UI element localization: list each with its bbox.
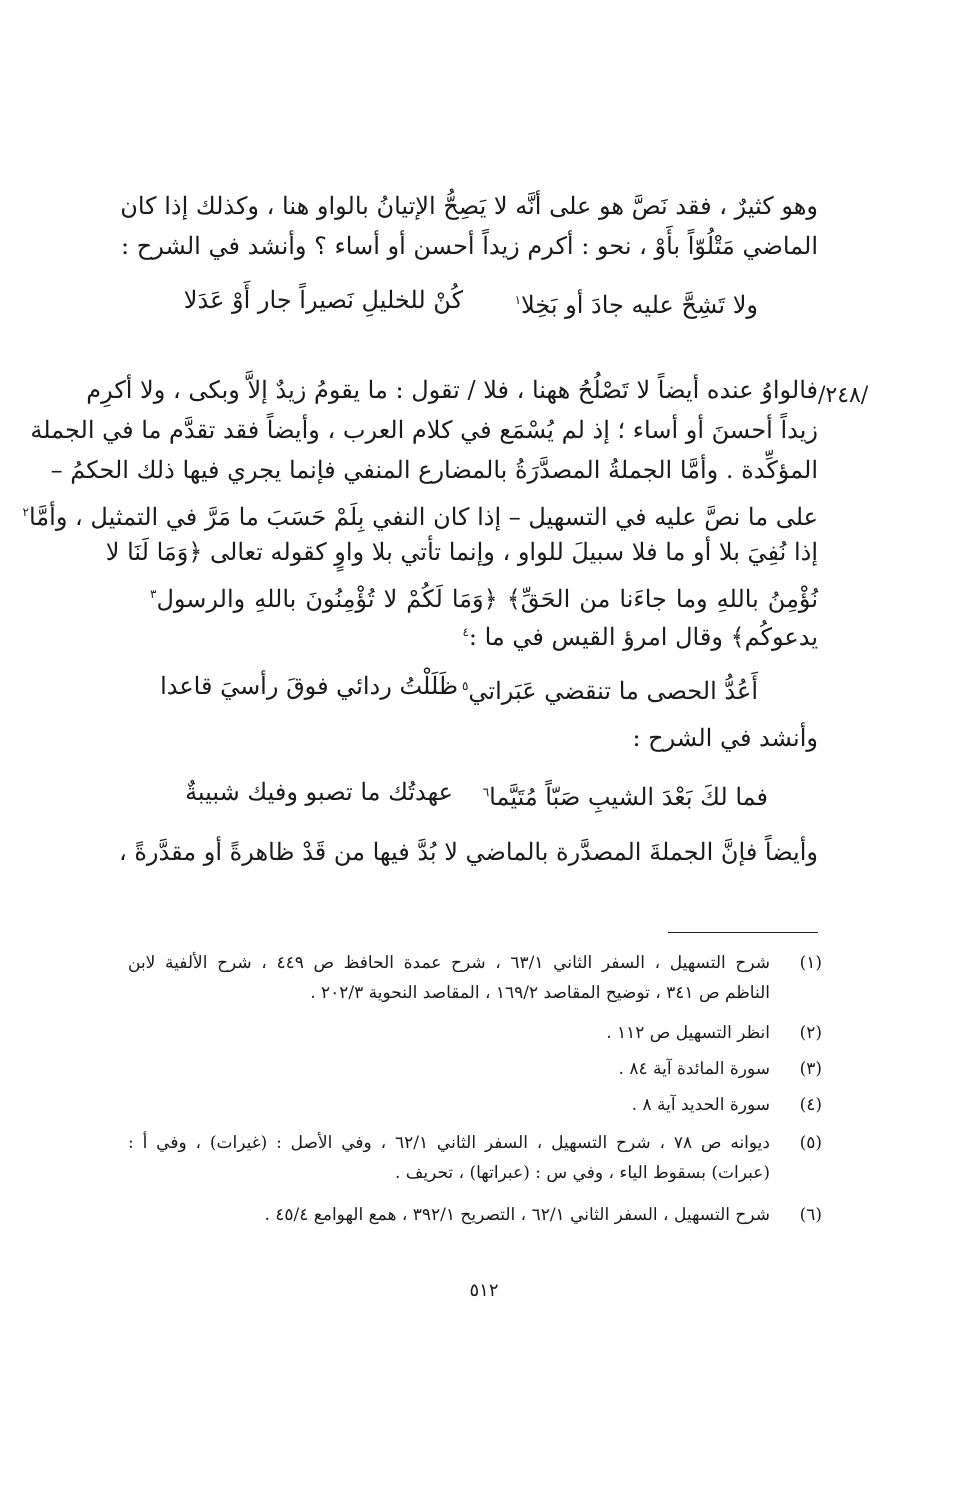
text-line: وأنشد في الشرح : xyxy=(632,724,818,752)
footnote-number: (١) xyxy=(799,953,822,973)
verse-line xyxy=(0,280,968,320)
text-line: وأيضاً فإنَّ الجملةَ المصدَّرة بالماضي لا بُدَّ فيها من قَدْ ظاهرةً أو مقدَّرةً ، xyxy=(118,838,818,866)
verse-hemistich: فما لكَ بَعْدَ الشيبِ صَبّاً مُتَيَّما$^٦$ xyxy=(482,783,768,811)
text-line: فالواوُ عنده أيضاً لا تَصْلُحُ ههنا ، فلا / تقول : ما يقومُ زيدٌ إلاَّ وبكى ، ولا أكرِم xyxy=(86,376,818,404)
footnote-text: سورة الحديد آية ٨ . xyxy=(631,1095,770,1115)
footnote-text: شرح التسهيل ، السفر الثاني ٦٢/١ ، التصريح ٣٩٢/١ ، همع الهوامع ٤٥/٤ . xyxy=(264,1205,770,1225)
text-line: نُؤْمِنُ باللهِ وما جاءَنا من الحَقِّ﴾ ﴿وَمَا لَكُمْ لا تُؤْمِنُونَ باللهِ والرسول$^٣$ xyxy=(150,585,818,613)
footnote xyxy=(128,948,822,1008)
manuscript-folio-marker: /٢٤٨/ xyxy=(818,383,869,408)
footnote xyxy=(128,1128,822,1188)
footnote-text: ديوانه ص ٧٨ ، شرح التسهيل ، السفر الثاني ٦٢/١ ، وفي الأصل : (غيرات) ، وفي أ : xyxy=(128,1133,770,1153)
footnote-number: (٤) xyxy=(799,1095,822,1115)
footnote-ref: ٥ xyxy=(461,679,469,693)
text-line: الماضي مَتْلُوّاً بأَوْ ، نحو : أكرم زيداً أحسن أو أساء ؟ وأنشد في الشرح : xyxy=(121,232,818,260)
verse-hemistich: عهدتُك ما تصبو وفيك شبيبةٌ xyxy=(185,778,453,806)
verse-hemistich: ظَلَلْتُ ردائي فوقَ رأسيَ قاعدا xyxy=(160,672,458,700)
text-line: زيداً أحسنَ أو أساء ؛ إذ لم يُسْمَع في كلام العرب ، وأيضاً فقد تقدَّم ما في الجملة xyxy=(30,416,818,444)
footnote-ref: ٤ xyxy=(462,625,469,639)
footnote xyxy=(128,1054,822,1084)
page-number: ٥١٢ xyxy=(469,1280,499,1301)
text-line: على ما نصَّ عليه في التسهيل – إذا كان النفي بِلَمْ حَسَبَ ما مَرَّ في التمثيل ، وأمَّا$^٢$ xyxy=(22,503,818,531)
text-line: وهو كثيرٌ ، فقد نَصَّ هو على أنَّه لا يَصِحُّ الإتيانُ بالواو هنا ، وكذلك إذا كان xyxy=(120,192,818,220)
footnote-number: (٦) xyxy=(799,1205,822,1225)
footnote-ref: ٣ xyxy=(150,587,157,601)
verse-hemistich: ولا تَشِحَّ عليه جادَ أو بَخِلا$^١$ xyxy=(514,291,758,319)
footnote-number: (٢) xyxy=(799,1023,822,1043)
footnote-divider xyxy=(668,932,818,933)
verse-line xyxy=(0,666,968,706)
footnote-text: الناظم ص ٣٤١ ، توضيح المقاصد ١٦٩/٢ ، المقاصد النحوية ٢٠٢/٣ . xyxy=(310,983,770,1003)
text-line: المؤكِّدة . وأمَّا الجملةُ المصدَّرَةُ بالمضارع المنفي فإنما يجري فيها ذلك الحكمُ – xyxy=(50,456,818,484)
footnote-number: (٣) xyxy=(799,1059,822,1079)
footnote-number: (٥) xyxy=(799,1133,822,1153)
footnote-ref: ٦ xyxy=(482,785,490,799)
footnote-ref: ١ xyxy=(514,293,522,307)
footnote-text: (عبرات) بسقوط الياء ، وفي س : (عبراتها) ، تحريف . xyxy=(394,1163,770,1183)
verse-line xyxy=(0,772,968,812)
footnote xyxy=(128,1200,822,1230)
footnote xyxy=(128,1018,822,1048)
footnote xyxy=(128,1090,822,1120)
footnote-text: انظر التسهيل ص ١١٢ . xyxy=(606,1023,770,1043)
verse-hemistich: أَعُدُّ الحصى ما تنقضي عَبَراتي$^٥$ xyxy=(461,677,758,705)
footnote-text: سورة المائدة آية ٨٤ . xyxy=(618,1059,770,1079)
verse-hemistich: كُنْ للخليلِ نَصيراً جار أَوْ عَدَلا xyxy=(183,286,463,314)
footnote-text: شرح التسهيل ، السفر الثاني ٦٣/١ ، شرح عمدة الحافظ ص ٤٤٩ ، شرح الألفية لابن xyxy=(128,953,770,973)
text-line: يدعوكُم﴾ وقال امرؤ القيس في ما :$^٤$ xyxy=(462,623,818,651)
text-line: إذا نُفِيَ بلا أو ما فلا سبيلَ للواو ، وإنما تأتي بلا واوٍ كقوله تعالى ﴿وَمَا لَنَا لا xyxy=(105,538,818,566)
footnote-ref: ٢ xyxy=(22,505,29,519)
